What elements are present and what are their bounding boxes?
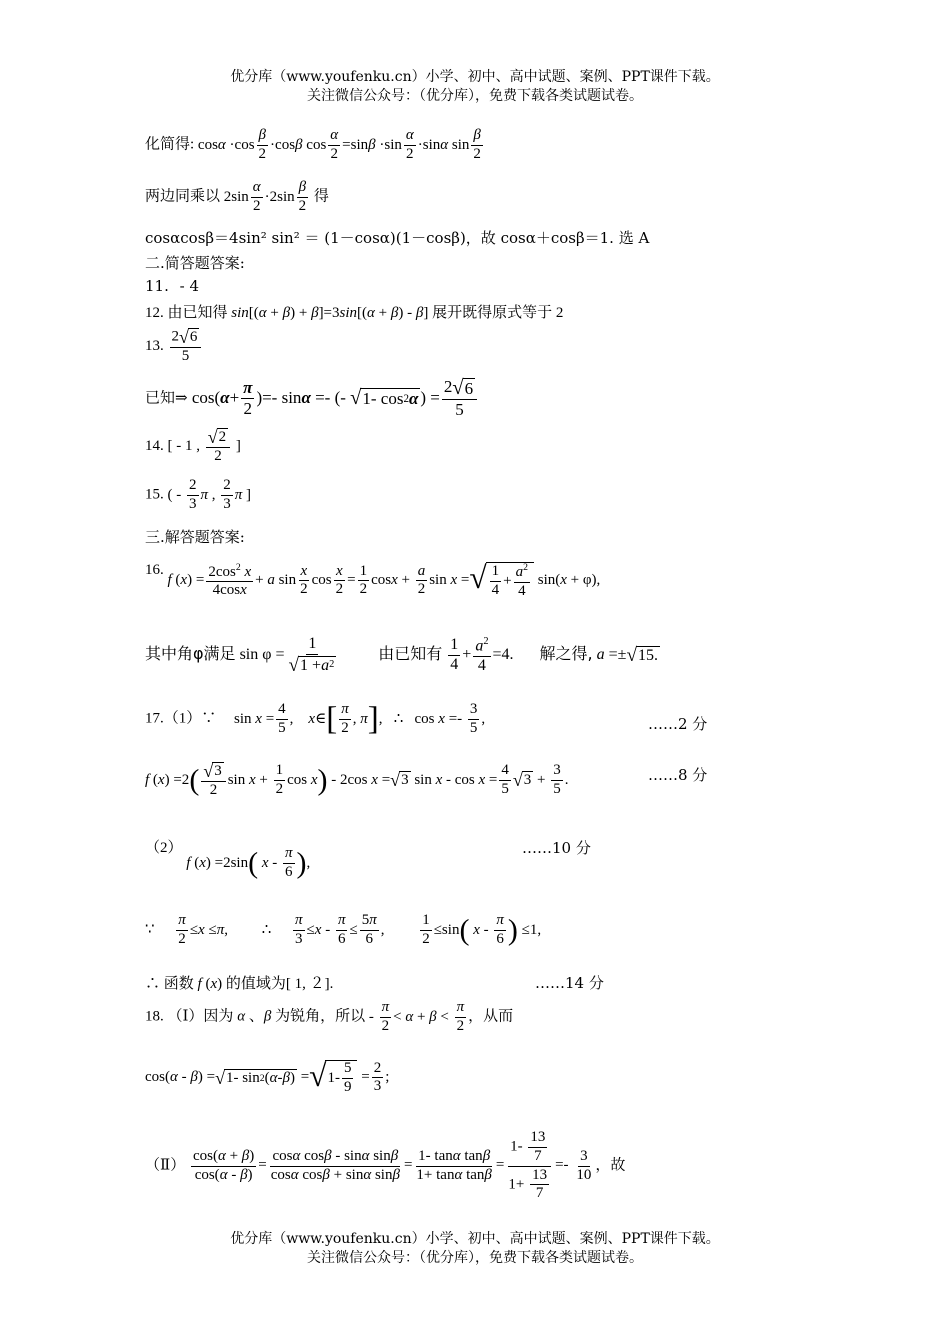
both-sides-label: 两边同乘以 bbox=[145, 188, 221, 205]
q18-part2-formula: $\frac{\cos(\alpha + \beta)}{\cos(\alpha - \beta)}$ = $\frac{\text{cosα cosβ - sinα sinβ}}{\text{cosα cosβ + sinα sinβ}}$ = $\frac{\text{1- tanα tanβ}}{\text{1+ tanα tanβ}}$ = 1- $\frac{13}{7}$ 1+ $\frac{13}{7}$ =- $\frac{3}{10}$ bbox=[192, 1129, 592, 1202]
page-footer-line2: 关注微信公众号：（优分库），免费下载各类试题试卷。 bbox=[307, 1250, 643, 1266]
q18-part1-line bbox=[145, 1000, 513, 1035]
score-14: ……14 分 bbox=[535, 974, 604, 992]
section-3-heading: 三.解答题答案: bbox=[145, 528, 245, 546]
q11-number: 11. bbox=[145, 277, 169, 295]
page-header-line2: 关注微信公众号：（优分库），免费下载各类试题试卷。 bbox=[307, 88, 643, 104]
q16-where-label: 其中角φ满足 bbox=[145, 644, 236, 664]
q17-part2-line bbox=[145, 836, 311, 880]
simplify-label: 化简得: bbox=[145, 136, 195, 153]
q17-formula: sin x = $\frac{4}{5}$ , x∈[ $\frac{\pi}{2}$ , π], ∴ cos x =- $\frac{3}{5}$ , bbox=[234, 700, 486, 737]
simplify-formula: cosα ·cos $\frac{\beta}{2}$ ·cosβ cos $\frac{\alpha}{2}$ =sinβ ·sin $\frac{\alpha}{2}$ ·sinα sin $\frac{\beta}{2}$ bbox=[197, 127, 481, 162]
q17-label: 17.（1）∵ bbox=[145, 710, 217, 727]
q18-alpha-beta: α 、β bbox=[237, 1008, 272, 1025]
score-8: ……8 分 bbox=[648, 766, 708, 784]
q17-f-symbol: f (x) bbox=[197, 976, 223, 992]
q16-formula: f (x) = $\frac{2\cos^2 x}{4\cos x}$ + a sin $\frac{x}{2}$ cos $\frac{x}{2}$ = $\frac{1}{2}$ cosx + $\frac{a}{2}$ sin x = √ $\frac{1}{4}$ + $\frac{a^2}{4}$ sin(x + φ), bbox=[167, 560, 601, 599]
q13-number: 13. bbox=[145, 337, 164, 354]
q16-known-label: 由已知有 bbox=[378, 644, 443, 664]
because-symbol: ∵ bbox=[145, 921, 155, 938]
q14-line bbox=[145, 428, 241, 465]
q12-label: 12. 由已知得 bbox=[145, 305, 228, 321]
q17-part2-formula: f (x) =2sin( x - $\frac{\pi}{6}$ ), bbox=[186, 845, 311, 880]
q15-answer: ( - $\frac{2}{3}$ π , $\frac{2}{3}$ π ] bbox=[167, 477, 252, 512]
q16-number: 16. bbox=[145, 562, 164, 578]
q12-formula: sin[(α + β) + β]=3sin[(α + β) - β] bbox=[231, 305, 429, 321]
q18-ineq: - $\frac{\pi}{2}$ < α + β < $\frac{\pi}{2}$ bbox=[368, 999, 465, 1034]
q18-part2-label: （Ⅱ） bbox=[145, 1157, 186, 1174]
page-footer-line1: 优分库（www.youfenku.cn）小学、初中、高中试题、案例、PPT课件下载。 bbox=[230, 1231, 720, 1247]
q13-derivation bbox=[145, 378, 479, 419]
q16-phi-formula: sin φ = 1 √ 1 + a 2 bbox=[239, 635, 335, 676]
q13-formula: cos(α+ $\frac{\pi}{2}$ )=- sinα =- (- √ 1- cos 2 α ) = 2 √ 6 5 bbox=[192, 388, 479, 407]
q16-explain-line bbox=[145, 636, 660, 675]
score-2: ……2 分 bbox=[648, 715, 708, 733]
q16-known-formula: $\frac{1}{4}$ + $\frac{a^2}{4}$ =4. bbox=[450, 635, 514, 674]
both-sides-formula: 2sin $\frac{\alpha}{2}$ ·2sin $\frac{\beta}{2}$ bbox=[223, 179, 307, 214]
q17-step3: $\frac{1}{2}$ ≤sin( x - $\frac{\pi}{6}$ ) ≤1, bbox=[422, 912, 542, 947]
q12-line bbox=[145, 301, 563, 322]
q16-solve-label: 解之得, bbox=[539, 644, 593, 664]
q15-line bbox=[145, 478, 251, 513]
q16-solution: a =± √ 15. bbox=[596, 644, 658, 666]
q18-cos-line bbox=[145, 1060, 389, 1096]
q17-range-label: ∴ 函数 bbox=[145, 976, 194, 992]
q17-part1-line bbox=[145, 702, 485, 737]
q17-part2-label: （2） bbox=[145, 840, 183, 856]
q17-range-line bbox=[145, 972, 333, 993]
both-sides-de: 得 bbox=[313, 188, 329, 205]
q18-cos-formula: cos(α - β) = √ 1- sin 2 ( α - β ) = √ 1- $\frac{5}{9}$ = $\frac{2}{3}$ ; bbox=[145, 1058, 390, 1095]
q13-answer: 2 √ 6 5 bbox=[170, 328, 202, 365]
q11-line bbox=[145, 277, 199, 295]
q14-answer: [ - 1 , √ 2 2 ] bbox=[167, 427, 241, 464]
q15-number: 15. bbox=[145, 486, 164, 503]
q18-thus: ，从而 bbox=[468, 1008, 514, 1025]
page-header-line1: 优分库（www.youfenku.cn）小学、初中、高中试题、案例、PPT课件下载。 bbox=[230, 69, 720, 85]
q16-line bbox=[145, 562, 600, 600]
q18-acute: 为锐角，所以 bbox=[275, 1008, 366, 1025]
q12-conclusion: 展开既得原式等于 2 bbox=[432, 305, 564, 321]
q17-f-formula: f (x) =2( √ 3 2 sin x + $\frac{1}{2}$ cos x) - 2cos x = √ 3 sin x - cos x = $\frac{4}{5}$ √ 3 + $\frac{3}{5}$ . bbox=[145, 761, 569, 798]
q14-number: 14. bbox=[145, 437, 164, 454]
both-sides-line bbox=[145, 180, 329, 215]
q17-step1: $\frac{\pi}{2}$ ≤x ≤π, bbox=[178, 912, 228, 947]
q17-f-line bbox=[145, 762, 569, 799]
simplify-line bbox=[145, 128, 485, 163]
q13-line bbox=[145, 328, 203, 365]
q17-range-text: 的值域为[ 1, ２]. bbox=[225, 976, 334, 992]
q18-part2-line bbox=[145, 1130, 625, 1202]
q11-answer: - 4 bbox=[179, 277, 200, 295]
therefore-symbol: ∴ bbox=[261, 921, 272, 938]
q18-gu: ，故 bbox=[595, 1157, 626, 1174]
score-10: ……10 分 bbox=[522, 839, 591, 857]
q18-label: 18. （Ⅰ）因为 bbox=[145, 1008, 234, 1025]
q13-known-label: 已知⇒ bbox=[145, 390, 188, 407]
q17-step2: $\frac{\pi}{3}$ ≤x - $\frac{\pi}{6}$ ≤ $\frac{5\pi}{6}$ , bbox=[295, 912, 385, 947]
cos-result-line: cosαcosβ＝4sin² sin² ＝ (1－cosα)(1－cosβ)，故 cosα＋cosβ＝1. 选 A bbox=[145, 229, 650, 247]
section-2-heading: 二.简答题答案: bbox=[145, 254, 245, 272]
q17-range-steps bbox=[145, 913, 541, 948]
